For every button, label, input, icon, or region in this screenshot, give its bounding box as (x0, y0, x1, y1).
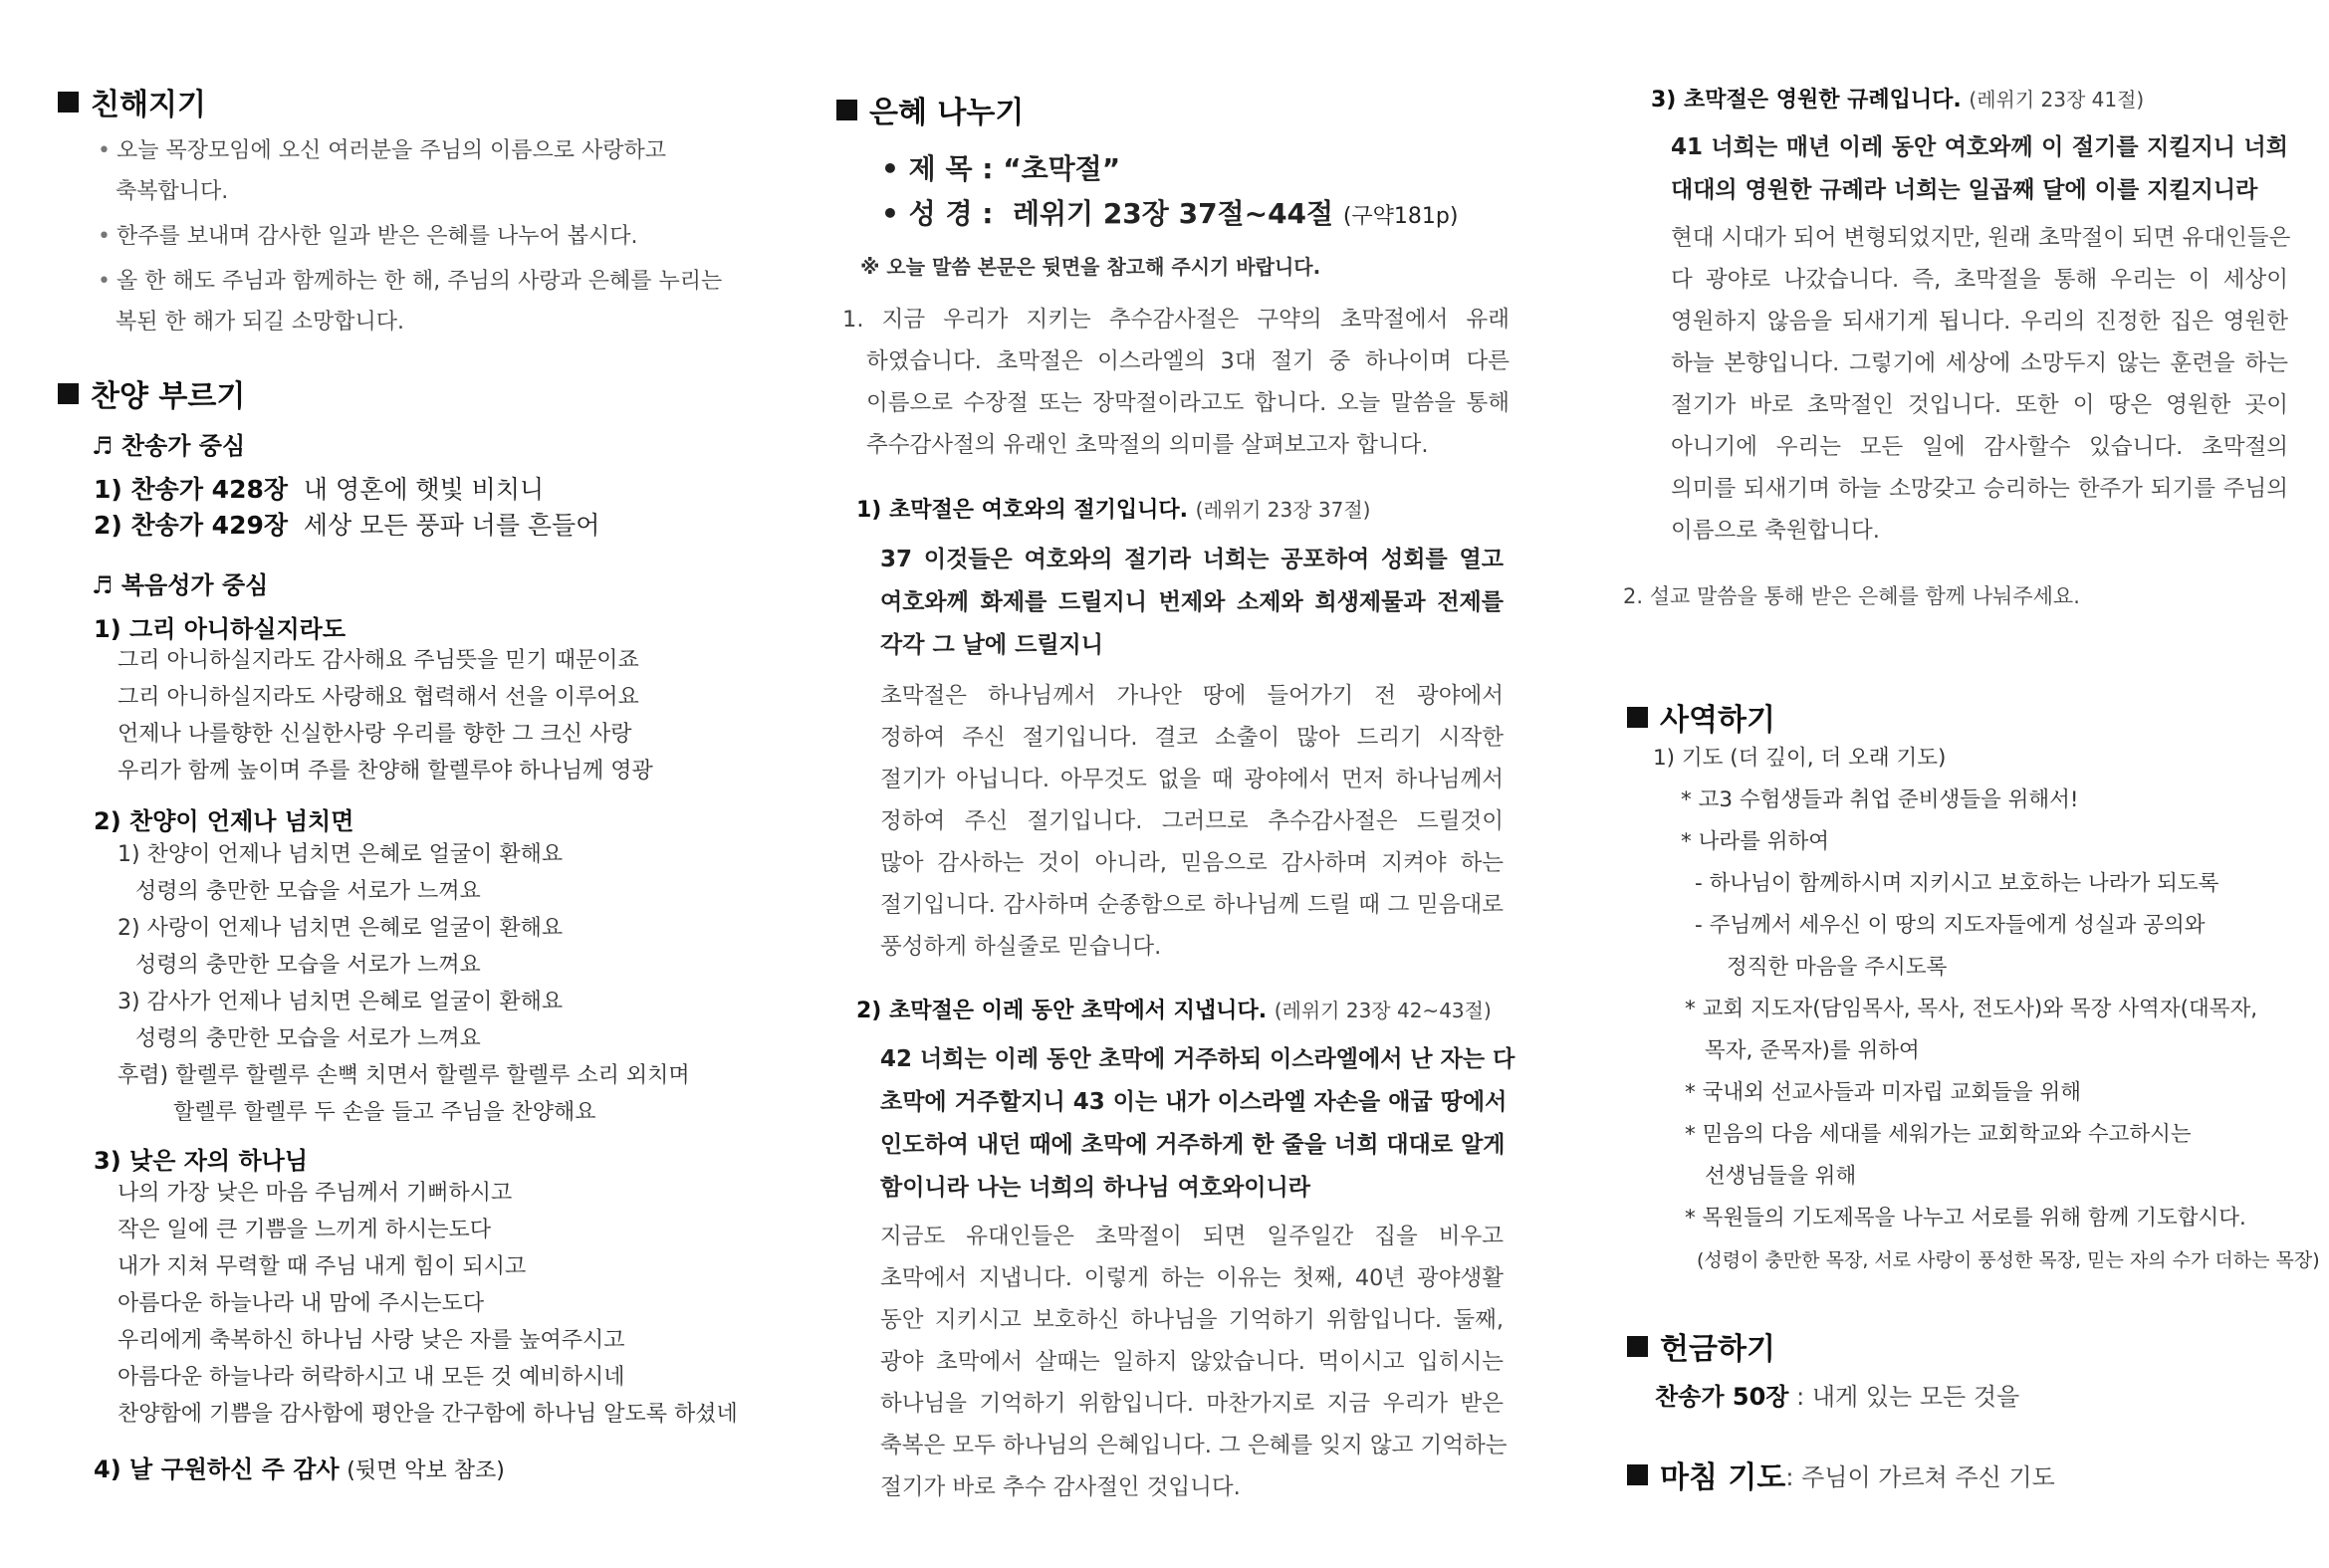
lyric-line: 할렐루 할렐루 두 손을 들고 주님을 찬양해요 (173, 1100, 596, 1125)
text-line: 하늘 본향입니다. 그렇기에 세상에 소망두지 않는 훈련을 하는 (1671, 350, 2288, 376)
sermon-intro (842, 299, 1510, 466)
prayer-line: * 나라를 위하여 (1681, 829, 1830, 854)
text-line: 현대 시대가 되어 변형되었지만, 원래 초막절이 되면 유대인들은 (1671, 225, 2291, 251)
text-line: 의미를 되새기며 하늘 소망갖고 승리하는 한주가 되기를 주님의 (1671, 476, 2288, 502)
share-instruction: 2. 설교 말씀을 통해 받은 은혜를 함께 나눠주세요. (1623, 584, 2080, 608)
lyric-line: 그리 아니하실지라도 사랑해요 협력해서 선을 이루어요 (117, 685, 639, 710)
text-line: 이름으로 수장절 또는 장막절이라고도 합니다. 오늘 말씀을 통해 (866, 390, 1510, 416)
prayer-line: * 믿음의 다음 세대를 세워가는 교회학교와 수고하시는 (1685, 1122, 2192, 1147)
verse-line: 여호와께 화제를 드릴지니 번제와 소제와 희생제물과 전제를 (880, 589, 1504, 615)
text-line: 이름으로 축원합니다. (1671, 518, 1880, 544)
song-title: 1) 그리 아니하실지라도 (94, 615, 347, 643)
song-title: 4) 날 구원하신 주 감사 (뒷면 악보 참조) (94, 1456, 505, 1483)
sermon-topic: • 제 목 : “초막절” (881, 152, 1121, 185)
point-body (880, 675, 1504, 968)
verse-line: 37 이것들은 여호와의 절기라 너희는 공포하여 성회를 열고 (880, 547, 1504, 572)
section-offering-heading: 헌금하기 (1627, 1324, 1775, 1368)
lyric-line: 성령의 충만한 모습을 서로가 느껴요 (135, 879, 481, 904)
lyric-line: 아름다운 하늘나라 허락하시고 내 모든 것 예비하시네 (117, 1365, 625, 1390)
lyric-line: 언제나 나를향한 신실한사랑 우리를 향한 그 크신 사랑 (117, 722, 632, 747)
hymn-item: 2) 찬송가 429장 세상 모든 풍파 너를 흔들어 (94, 511, 600, 540)
text-line: 정하여 주신 절기입니다. 결코 소출이 많아 드리기 시작한 (880, 725, 1504, 751)
prayer-line: 목자, 준목자)를 위하여 (1705, 1038, 1920, 1063)
lyric-line: 성령의 충만한 모습을 서로가 느껴요 (135, 953, 481, 978)
square-bullet-icon (58, 383, 79, 404)
prayer-line: * 고3 수험생들과 취업 준비생들을 위해서! (1681, 787, 2079, 812)
intro-line: • 오늘 목장모임에 오신 여러분을 주님의 이름으로 사랑하고 (98, 138, 666, 163)
square-bullet-icon (58, 92, 79, 112)
text-line: 아니기에 우리는 모든 일에 감사할수 있습니다. 초막절의 (1671, 434, 2288, 460)
intro-line: 축복합니다. (116, 179, 229, 204)
lyric-line: 1) 찬양이 언제나 넘치면 은혜로 얼굴이 환해요 (117, 842, 564, 867)
song-title: 2) 찬양이 언제나 넘치면 (94, 807, 354, 835)
scripture-verse (1671, 126, 2288, 212)
prayer-line: - 주님께서 세우신 이 땅의 지도자들에게 성실과 공의와 (1695, 913, 2206, 938)
prayer-line: 정직한 마음을 주시도록 (1727, 955, 1948, 980)
square-bullet-icon (1627, 707, 1648, 728)
verse-line: 대대의 영원한 규례라 너희는 일곱째 달에 이를 지킬지니라 (1671, 177, 2258, 203)
lyric-line: 2) 사랑이 언제나 넘치면 은혜로 얼굴이 환해요 (117, 916, 564, 941)
offering-hymn: 찬송가 50장 : 내게 있는 모든 것을 (1655, 1383, 2020, 1411)
text-line: 절기가 바로 추수 감사절인 것입니다. (880, 1474, 1241, 1500)
intro-line: • 한주를 보내며 감사한 일과 받은 은혜를 나누어 봅시다. (98, 224, 638, 249)
square-bullet-icon (1627, 1336, 1648, 1357)
verse-line: 함이니라 나는 너희의 하나님 여호와이니라 (880, 1175, 1310, 1201)
lyric-line: 우리가 함께 높이며 주를 찬양해 할렐루야 하나님께 영광 (117, 759, 653, 784)
verse-line: 41 너희는 매년 이레 동안 여호와께 이 절기를 지킬지니 너희 (1671, 134, 2288, 160)
square-bullet-icon (836, 100, 857, 120)
point-heading: 1) 초막절은 여호와의 절기입니다. (레위기 23장 37절) (856, 498, 1371, 523)
lyric-line: 성령의 충만한 모습을 서로가 느껴요 (135, 1026, 481, 1051)
section-grace-heading: 은혜 나누기 (836, 88, 1024, 131)
intro-text (98, 130, 722, 342)
text-line: 많아 감사하는 것이 아니라, 믿음으로 감사하며 지켜야 하는 (880, 850, 1504, 876)
prayer-line: 1) 기도 (더 깊이, 더 오래 기도) (1653, 746, 1947, 771)
closing-text: : 주님이 가르쳐 주신 기도 (1785, 1462, 2055, 1491)
intro-line: 복된 한 해가 되길 소망합니다. (116, 310, 404, 335)
verse-line: 초막에 거주할지니 43 이는 내가 이스라엘 자손을 애굽 땅에서 (880, 1089, 1508, 1115)
lyric-line: 우리에게 축복하신 하나님 사랑 낮은 자를 높여주시고 (117, 1328, 625, 1353)
prayer-list (1653, 738, 2320, 1281)
section-closing-heading: 마침 기도 : 주님이 가르쳐 주신 기도 (1627, 1453, 2055, 1496)
text-line: 정하여 주신 절기입니다. 그러므로 추수감사절은 드릴것이 (880, 808, 1504, 834)
scripture-verse (880, 539, 1504, 667)
section-ministry-heading: 사역하기 (1627, 695, 1775, 739)
sermon-scripture: • 성 경 : 레위기 23장 37절~44절 (구약181p) (881, 197, 1459, 230)
point-heading: 3) 초막절은 영원한 규례입니다. (레위기 23장 41절) (1651, 88, 2145, 112)
verse-line: 42 너희는 이레 동안 초막에 거주하되 이스라엘에서 난 자는 다 (880, 1046, 1515, 1072)
text-line: 동안 지키시고 보호하신 하나님을 기억하기 위함입니다. 둘째, (880, 1307, 1504, 1333)
text-line: 광야 초막에서 살때는 일하지 않았습니다. 먹이시고 입히시는 (880, 1349, 1504, 1375)
lyric-line: 후렴) 할렐루 할렐루 손뼉 치면서 할렐루 할렐루 소리 외치며 (117, 1063, 690, 1088)
text-line: 다 광야로 나갔습니다. 즉, 초막절을 통해 우리는 이 세상이 (1671, 267, 2288, 293)
text-line: 영원하지 않음을 되새기게 됩니다. 우리의 진정한 집은 영원한 (1671, 309, 2288, 335)
scripture-note: ※ 오늘 말씀 본문은 뒷면을 참고해 주시기 바랍니다. (860, 255, 1321, 279)
prayer-line: * 국내외 선교사들과 미자립 교회들을 위해 (1685, 1080, 2081, 1105)
song-title: 3) 낮은 자의 하나님 (94, 1147, 309, 1175)
lyric-line: 3) 감사가 언제나 넘치면 은혜로 얼굴이 환해요 (117, 990, 564, 1014)
text-line: 절기입니다. 감사하며 순종함으로 하나님께 드릴 때 그 믿음대로 (880, 892, 1504, 918)
prayer-line: * 교회 지도자(담임목사, 목사, 전도사)와 목장 사역자(대목자, (1685, 997, 2258, 1021)
intro-line: • 올 한 해도 주님과 함께하는 한 해, 주님의 사랑과 은혜를 누리는 (98, 269, 723, 294)
prayer-line: - 하나님이 함께하시며 지키시고 보호하는 나라가 되도록 (1695, 871, 2219, 896)
text-line: 축복은 모두 하나님의 은혜입니다. 그 은혜를 잊지 않고 기억하는 (880, 1433, 1508, 1458)
lyric-line: 아름다운 하늘나라 내 맘에 주시는도다 (117, 1291, 485, 1316)
prayer-line: 선생님들을 위해 (1705, 1164, 1857, 1189)
hymn-subheading: ♬ 찬송가 중심 (92, 432, 246, 460)
lyric-line: 그리 아니하실지라도 감사해요 주님뜻을 믿기 때문이죠 (117, 648, 639, 673)
prayer-line: (성령이 충만한 목장, 서로 사랑이 풍성한 목장, 믿는 자의 수가 더하는 목장) (1697, 1249, 2320, 1271)
song-lyrics (117, 1175, 738, 1433)
text-line: 하였습니다. 초막절은 이스라엘의 3대 절기 중 하나이며 다른 (866, 348, 1510, 374)
text-line: 지금도 유대인들은 초막절이 되면 일주일간 집을 비우고 (880, 1224, 1504, 1249)
text-line: 추수감사절의 유래인 초막절의 의미를 살펴보고자 합니다. (866, 432, 1429, 458)
square-bullet-icon (1627, 1464, 1648, 1485)
prayer-line: * 목원들의 기도제목을 나누고 서로를 위해 함께 기도합시다. (1685, 1206, 2246, 1231)
lyric-line: 찬양함에 기쁨을 감사함에 평안을 간구함에 하나님 알도록 하셨네 (117, 1402, 738, 1427)
gospel-subheading: ♬ 복음성가 중심 (92, 571, 269, 599)
lyric-line: 내가 지쳐 무력할 때 주님 내게 힘이 되시고 (117, 1254, 527, 1279)
point-body (880, 1216, 1508, 1508)
verse-line: 각각 그 날에 드릴지니 (880, 632, 1103, 658)
text-line: 풍성하게 하실줄로 믿습니다. (880, 934, 1162, 960)
text-line: 1. 지금 우리가 지키는 추수감사절은 구약의 초막절에서 유래 (842, 307, 1510, 333)
text-line: 초막절은 하나님께서 가나안 땅에 들어가기 전 광야에서 (880, 683, 1504, 709)
text-line: 초막에서 지냅니다. 이렇게 하는 이유는 첫째, 40년 광야생활 (880, 1265, 1504, 1291)
lyric-line: 나의 가장 낮은 마음 주님께서 기뻐하시고 (117, 1181, 513, 1206)
song-lyrics (117, 836, 690, 1131)
song-lyrics (117, 642, 653, 789)
text-line: 절기가 아닙니다. 아무것도 없을 때 광야에서 먼저 하나님께서 (880, 767, 1504, 792)
lyric-line: 작은 일에 큰 기쁨을 느끼게 하시는도다 (117, 1218, 491, 1242)
section-intro-heading: 친해지기 (58, 80, 206, 123)
text-line: 하나님을 기억하기 위함입니다. 마찬가지로 지금 우리가 받은 (880, 1391, 1504, 1417)
point-body (1671, 217, 2291, 552)
point-heading: 2) 초막절은 이레 동안 초막에서 지냅니다. (레위기 23장 42~43절) (856, 999, 1492, 1023)
section-praise-heading: 찬양 부르기 (58, 371, 245, 415)
hymn-item: 1) 찬송가 428장 내 영혼에 햇빛 비치니 (94, 475, 545, 504)
text-line: 절기가 바로 초막절인 것입니다. 또한 이 땅은 영원한 곳이 (1671, 392, 2288, 418)
scripture-verse (880, 1038, 1515, 1210)
verse-line: 인도하여 내던 때에 초막에 거주하게 한 줄을 너희 대대로 알게 (880, 1132, 1506, 1158)
